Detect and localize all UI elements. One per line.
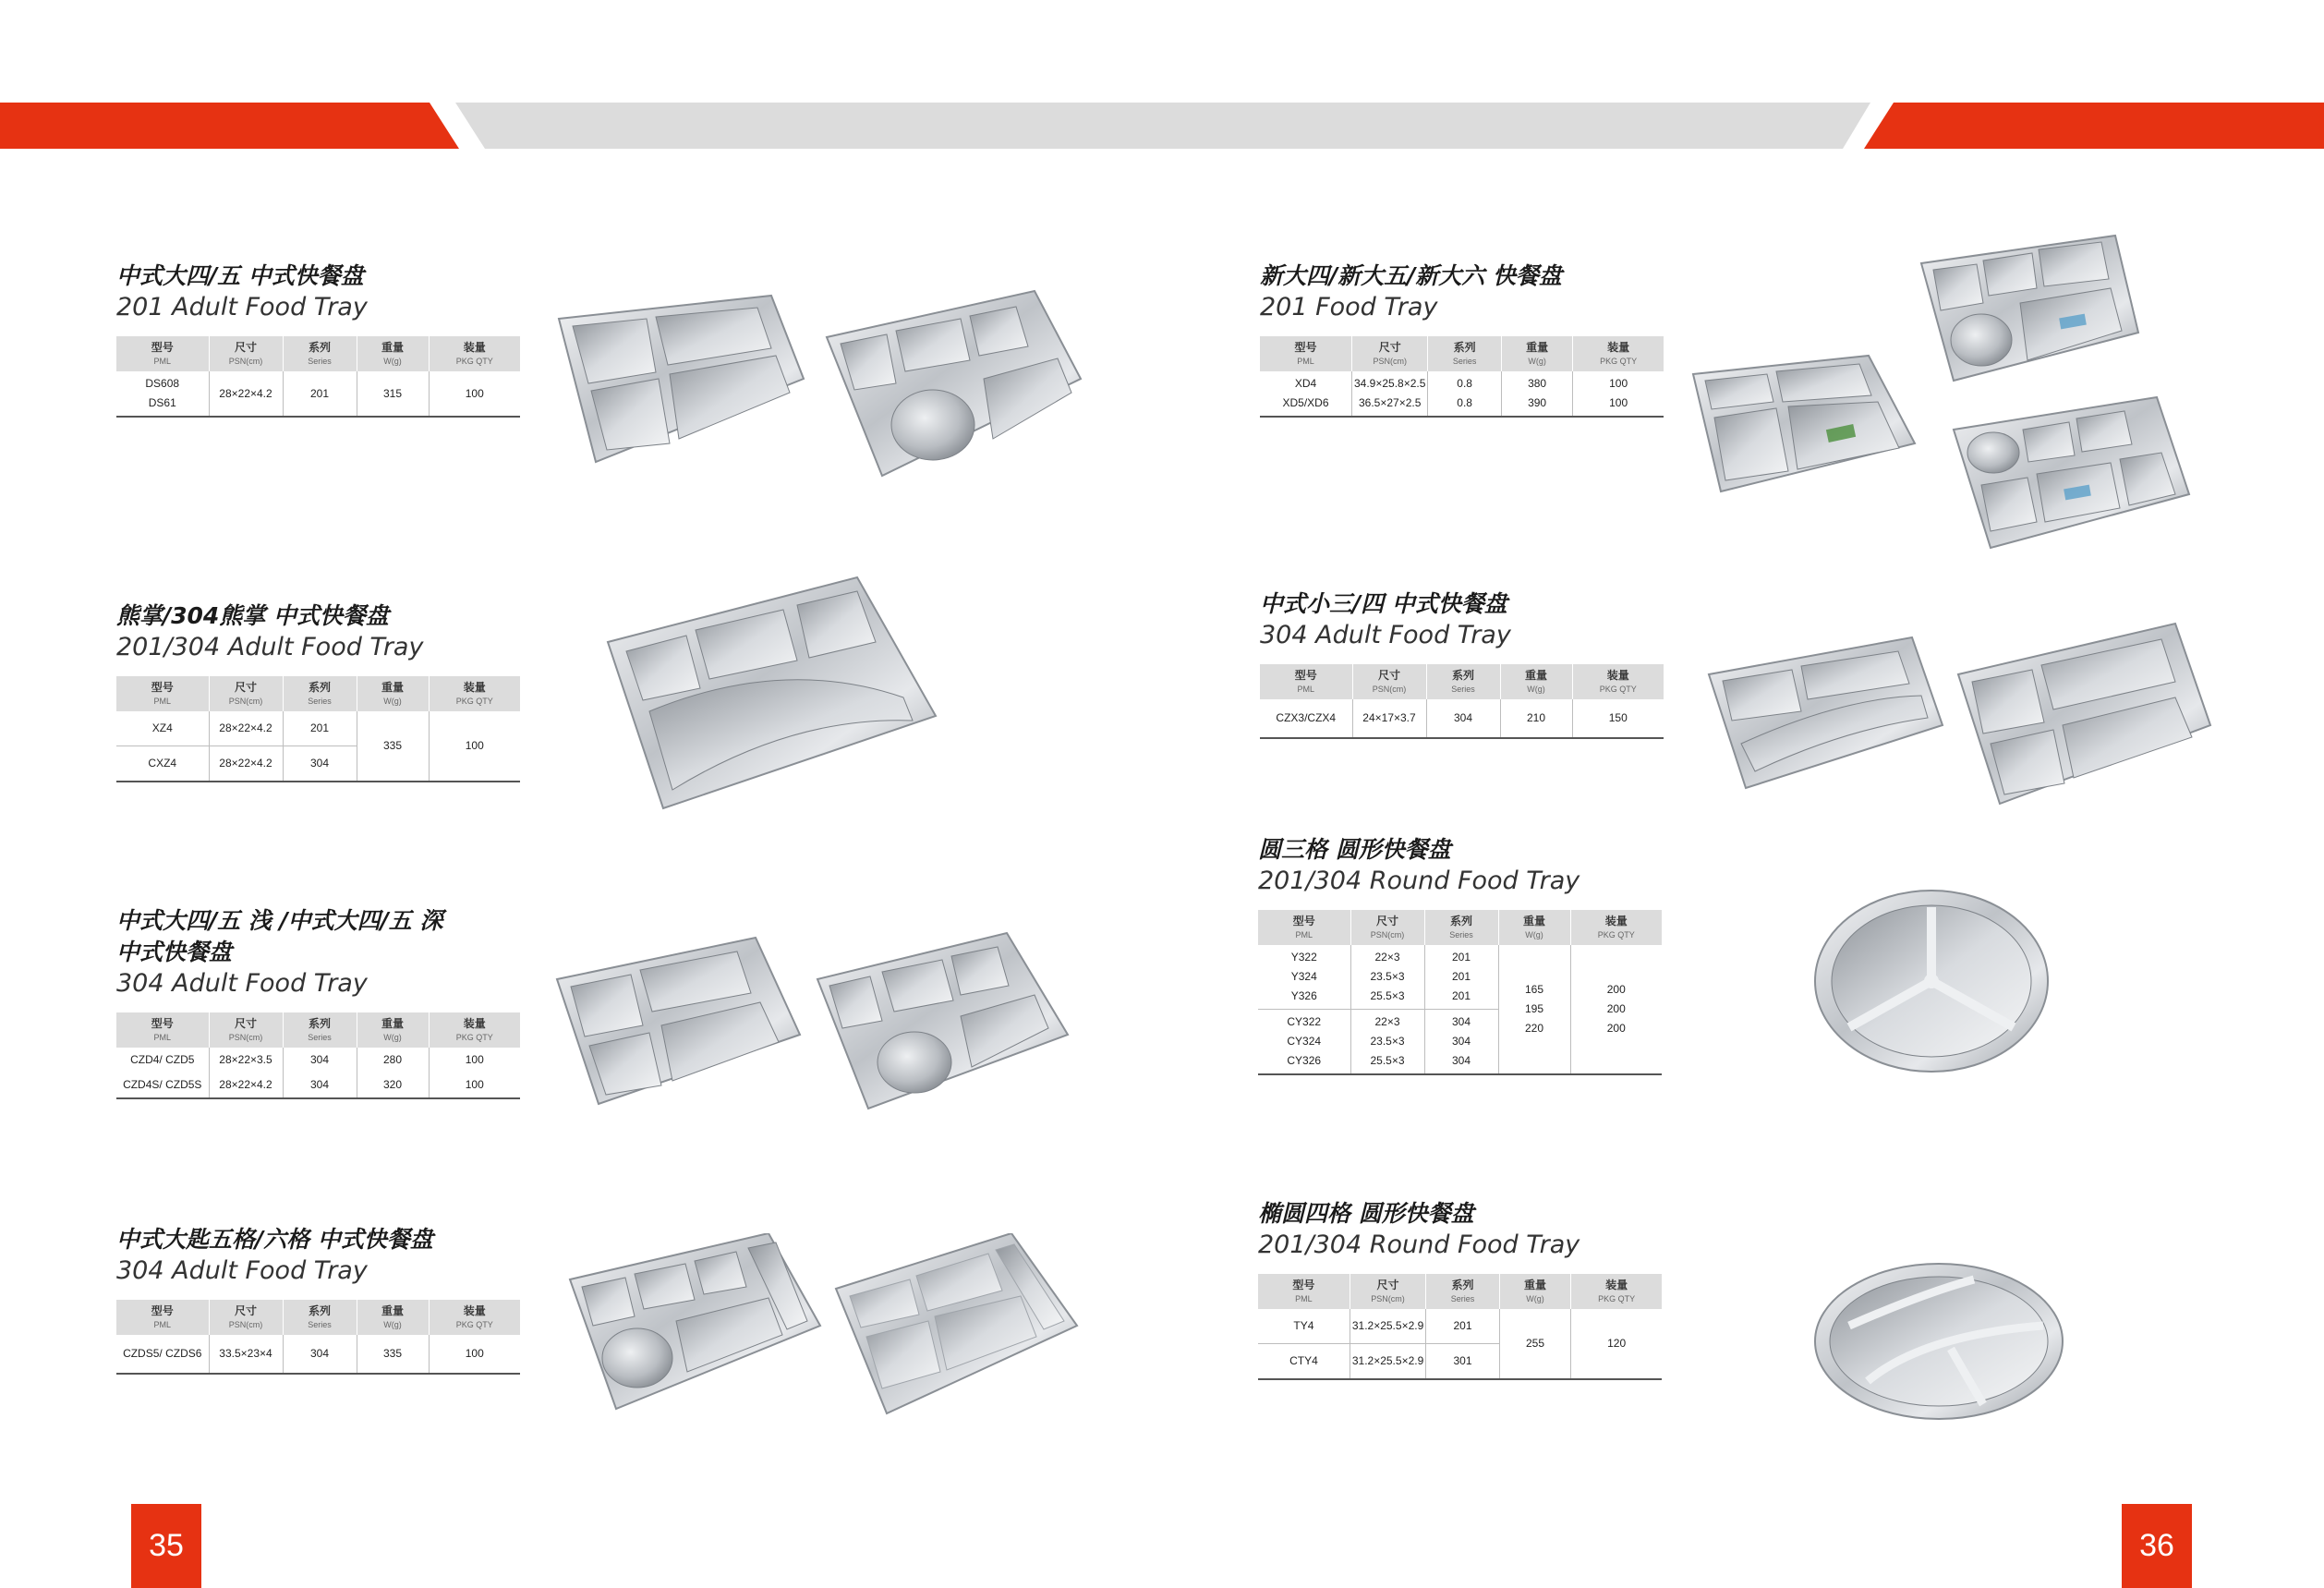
cell-weight: 320 xyxy=(357,1073,429,1098)
header-pml: 型号 PML xyxy=(116,1012,209,1048)
tray-photo-4-compartment xyxy=(540,291,808,467)
header-pml: 型号 PML xyxy=(116,1300,209,1335)
header-qty: 装量 PKG QTY xyxy=(1573,336,1664,371)
page-number-right: 36 xyxy=(2122,1504,2192,1588)
tray-photo-5-compartment xyxy=(817,286,1085,480)
tray-photo-oval-4 xyxy=(1812,1261,2066,1423)
cell-qty: 100 xyxy=(429,1048,520,1073)
section-title-cn: 椭圆四格 圆形快餐盘 xyxy=(1258,1200,1474,1227)
cell-pml: XD4 XD5/XD6 xyxy=(1260,371,1352,417)
section-201-food-tray-new xyxy=(1260,261,1664,418)
section-304-adult-food-tray-shallow-deep xyxy=(116,905,520,1099)
cell-pml: DS608 DS61 xyxy=(116,371,209,417)
top-banner xyxy=(0,103,2324,149)
cell-pml: CZX3/CZX4 xyxy=(1260,699,1352,738)
section-title-cn: 新大四/新大五/新大六 快餐盘 xyxy=(1260,262,1562,289)
cell-series: 304 xyxy=(1426,699,1500,738)
cell-psn: 31.2×25.5×2.9 xyxy=(1350,1344,1425,1380)
tray-photo-shallow-5 xyxy=(813,928,1071,1113)
header-pml: 型号 PML xyxy=(1258,910,1350,945)
header-pml: 型号 PML xyxy=(116,336,209,371)
section-title-cn: 中式大匙五格/六格 中式快餐盘 xyxy=(116,1226,433,1253)
header-series: 系列 Series xyxy=(283,1012,357,1048)
header-series: 系列 Series xyxy=(1424,910,1498,945)
spec-table xyxy=(116,1300,520,1375)
header-weight: 重量 W(g) xyxy=(1498,910,1570,945)
table-row xyxy=(1260,699,1664,738)
tray-photo-small-3 xyxy=(1704,633,1946,790)
header-series: 系列 Series xyxy=(283,676,357,711)
table-row xyxy=(1258,1309,1662,1344)
table-row xyxy=(116,711,520,746)
header-series: 系列 Series xyxy=(1426,664,1500,699)
cell-psn: 28×22×4.2 xyxy=(209,746,283,782)
cell-weight: 335 xyxy=(357,711,429,782)
header-pml: 型号 PML xyxy=(1260,336,1352,371)
table-row xyxy=(116,371,520,417)
header-qty: 装量 PKG QTY xyxy=(429,1300,520,1335)
tray-photo-new-big-6 xyxy=(1949,393,2194,550)
cell-weight: 165 195 220 xyxy=(1498,945,1570,1074)
header-series: 系列 Series xyxy=(1428,336,1501,371)
spec-table xyxy=(1258,910,1662,1075)
cell-series: 201 xyxy=(283,371,357,417)
cell-psn: 28×22×3.5 xyxy=(209,1048,283,1073)
cell-qty: 200 200 200 xyxy=(1570,945,1662,1074)
cell-series: 201 xyxy=(283,711,357,746)
section-small-3-4-tray xyxy=(1260,588,1664,739)
header-weight: 重量 W(g) xyxy=(357,676,429,711)
header-weight: 重量 W(g) xyxy=(357,336,429,371)
cell-psn: 28×22×4.2 xyxy=(209,1073,283,1098)
cell-psn: 28×22×4.2 xyxy=(209,371,283,417)
tray-photo-spoon-5 xyxy=(565,1233,824,1413)
banner-left-red xyxy=(0,103,459,149)
cell-pml: CTY4 xyxy=(1258,1344,1350,1380)
spec-table xyxy=(1260,336,1664,418)
section-oval-4-compartment xyxy=(1258,1198,1662,1380)
cell-pml: XZ4 xyxy=(151,721,173,734)
cell-qty: 100 xyxy=(429,711,520,782)
section-201-adult-food-tray xyxy=(116,261,520,418)
section-title-en: 201 Food Tray xyxy=(1260,293,1438,321)
section-title-en: 201 Adult Food Tray xyxy=(116,293,368,321)
section-bear-paw-tray xyxy=(116,600,520,782)
cell-series: 301 xyxy=(1426,1344,1500,1380)
cell-series: 201 201 201 xyxy=(1424,945,1498,1010)
header-qty: 装量 PKG QTY xyxy=(1571,1274,1662,1309)
cell-qty: 100 xyxy=(429,1073,520,1098)
cell-qty: 100 100 xyxy=(1573,371,1664,417)
section-title-en: 304 Adult Food Tray xyxy=(116,1256,368,1285)
tray-photo-new-big-4 xyxy=(1689,351,1919,494)
header-series: 系列 Series xyxy=(283,1300,357,1335)
tray-photo-spoon-6 xyxy=(831,1233,1081,1418)
cell-psn: 22×3 23.5×3 25.5×3 xyxy=(1350,1010,1424,1075)
table-row xyxy=(1258,945,1662,1010)
header-weight: 重量 W(g) xyxy=(1500,664,1572,699)
cell-pml: CZDS5/ CZDS6 xyxy=(116,1335,209,1374)
cell-qty: 100 xyxy=(429,1335,520,1374)
cell-pml: TY4 xyxy=(1293,1319,1314,1332)
spec-table xyxy=(116,336,520,418)
cell-pml: CY322 CY324 CY326 xyxy=(1258,1010,1350,1075)
header-psn: 尺寸 PSN(cm) xyxy=(209,1300,283,1335)
header-qty: 装量 PKG QTY xyxy=(429,1012,520,1048)
cell-weight: 335 xyxy=(357,1335,429,1374)
cell-series: 304 xyxy=(283,1073,357,1098)
section-title-en: 201/304 Round Food Tray xyxy=(1258,867,1580,895)
header-psn: 尺寸 PSN(cm) xyxy=(1352,664,1426,699)
header-qty: 装量 PKG QTY xyxy=(1570,910,1662,945)
header-weight: 重量 W(g) xyxy=(1501,336,1572,371)
cell-series: 304 304 304 xyxy=(1424,1010,1498,1075)
banner-center-gray xyxy=(455,103,1870,149)
table-row xyxy=(1260,371,1664,417)
cell-weight: 280 xyxy=(357,1048,429,1073)
cell-pml: Y322 Y324 Y326 xyxy=(1290,951,1317,1002)
cell-series: 304 xyxy=(283,746,357,782)
header-weight: 重量 W(g) xyxy=(357,1300,429,1335)
header-psn: 尺寸 PSN(cm) xyxy=(1352,336,1428,371)
cell-qty: 100 xyxy=(429,371,520,417)
header-qty: 装量 PKG QTY xyxy=(1572,664,1664,699)
header-psn: 尺寸 PSN(cm) xyxy=(209,1012,283,1048)
cell-psn: 22×3 23.5×3 25.5×3 xyxy=(1350,945,1424,1010)
cell-series: 304 xyxy=(283,1048,357,1073)
header-qty: 装量 PKG QTY xyxy=(429,676,520,711)
tray-photo-bear-paw xyxy=(599,573,940,813)
tray-photo-round-3 xyxy=(1812,889,2051,1073)
table-row xyxy=(116,1048,520,1073)
header-series: 系列 Series xyxy=(283,336,357,371)
page-number-left: 35 xyxy=(131,1504,201,1588)
header-pml: 型号 PML xyxy=(1258,1274,1350,1309)
header-psn: 尺寸 PSN(cm) xyxy=(1350,910,1424,945)
header-weight: 重量 W(g) xyxy=(1499,1274,1570,1309)
section-title-cn-line2: 中式快餐盘 xyxy=(116,939,233,965)
banner-right-red xyxy=(1864,103,2324,149)
cell-pml: CZD4S/ CZD5S xyxy=(116,1073,209,1098)
section-title-cn: 中式大四/五 浅 /中式大四/五 深 xyxy=(116,907,443,934)
cell-weight: 255 xyxy=(1499,1309,1570,1379)
cell-pml: CXZ4 xyxy=(116,746,209,782)
header-psn: 尺寸 PSN(cm) xyxy=(1350,1274,1425,1309)
spec-table xyxy=(116,676,520,782)
section-title-cn: 熊掌/304熊掌 中式快餐盘 xyxy=(116,602,390,629)
table-row xyxy=(116,1335,520,1374)
cell-series: 201 xyxy=(1426,1309,1500,1344)
section-title-en: 304 Adult Food Tray xyxy=(116,969,368,998)
tray-photo-shallow-4 xyxy=(552,933,804,1109)
section-title-en: 201/304 Round Food Tray xyxy=(1258,1230,1580,1259)
cell-qty: 120 xyxy=(1571,1309,1662,1379)
section-title-en: 201/304 Adult Food Tray xyxy=(116,633,424,661)
tray-photo-small-4 xyxy=(1954,619,2214,808)
table-row xyxy=(116,1073,520,1098)
header-weight: 重量 W(g) xyxy=(357,1012,429,1048)
cell-psn: 33.5×23×4 xyxy=(209,1335,283,1374)
cell-series: 0.8 0.8 xyxy=(1428,371,1501,417)
spec-table xyxy=(1260,664,1664,739)
cell-pml: CZD4/ CZD5 xyxy=(130,1053,195,1066)
section-large-spoon-tray xyxy=(116,1224,520,1375)
section-title-cn: 圆三格 圆形快餐盘 xyxy=(1258,836,1451,863)
cell-weight: 210 xyxy=(1500,699,1572,738)
header-pml: 型号 PML xyxy=(1260,664,1352,699)
header-pml: 型号 PML xyxy=(116,676,209,711)
section-title-en: 304 Adult Food Tray xyxy=(1260,621,1511,649)
section-title-cn: 中式大四/五 中式快餐盘 xyxy=(116,262,364,289)
cell-psn: 34.9×25.8×2.5 36.5×27×2.5 xyxy=(1352,371,1428,417)
cell-weight: 315 xyxy=(357,371,429,417)
header-qty: 装量 PKG QTY xyxy=(429,336,520,371)
cell-psn: 31.2×25.5×2.9 xyxy=(1350,1309,1425,1344)
header-psn: 尺寸 PSN(cm) xyxy=(209,676,283,711)
section-title-cn: 中式小三/四 中式快餐盘 xyxy=(1260,590,1507,617)
cell-psn: 24×17×3.7 xyxy=(1352,699,1426,738)
section-round-3-compartment xyxy=(1258,834,1662,1075)
spec-table xyxy=(116,1012,520,1099)
cell-series: 304 xyxy=(283,1335,357,1374)
header-series: 系列 Series xyxy=(1426,1274,1500,1309)
header-psn: 尺寸 PSN(cm) xyxy=(209,336,283,371)
cell-weight: 380 390 xyxy=(1501,371,1572,417)
spec-table xyxy=(1258,1274,1662,1380)
cell-qty: 150 xyxy=(1572,699,1664,738)
tray-photo-new-big-5 xyxy=(1917,231,2143,383)
cell-psn: 28×22×4.2 xyxy=(209,711,283,746)
